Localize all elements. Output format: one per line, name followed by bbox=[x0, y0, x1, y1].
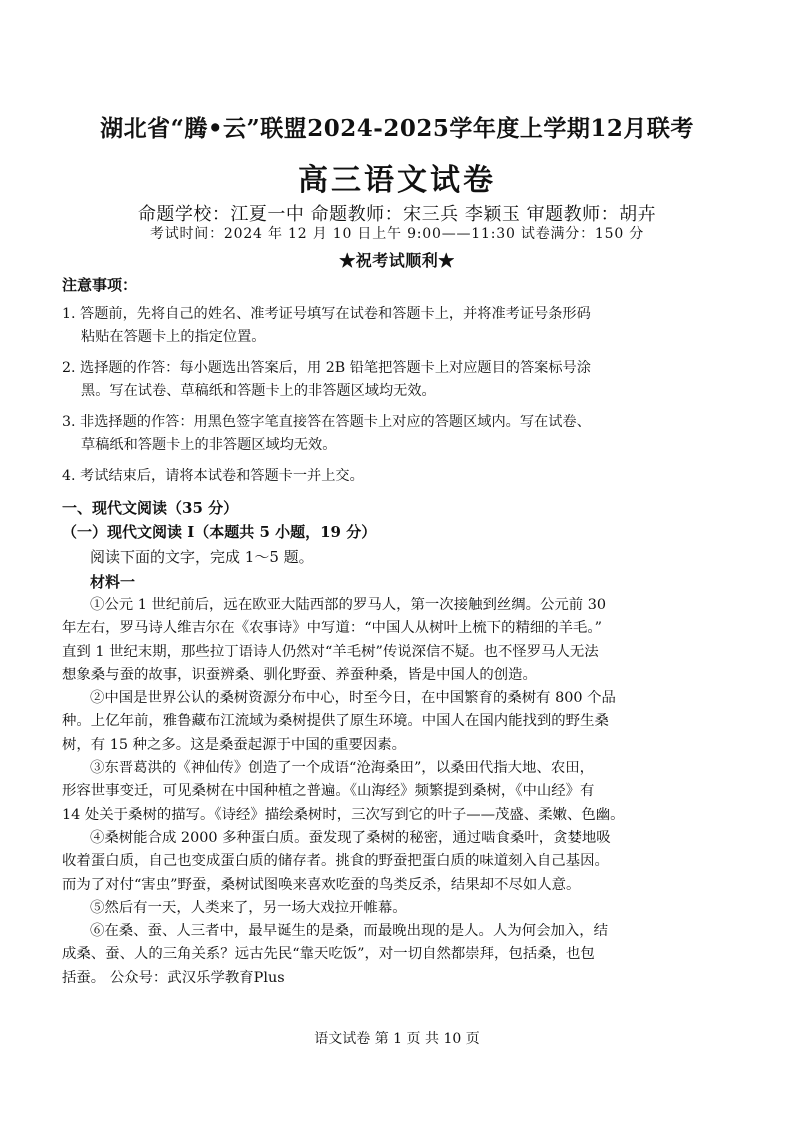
notice-list bbox=[62, 303, 742, 496]
page-footer: 语文试卷 第 1 页 共 10 页 bbox=[314, 1031, 480, 1047]
notice-item-line: 2. 选择题的作答：每小题选出答案后，用 2B 铅笔把答题卡上对应题目的答案标号涂 bbox=[62, 360, 591, 376]
material-label: 材料一 bbox=[90, 573, 136, 591]
passage-line: 形容世事变迁，可见桑树在中国种植之普遍。《山海经》频繁提到桑树，《中山经》有 bbox=[62, 783, 595, 800]
notice-item-line: 黑。写在试卷、草稿纸和答题卡上的非答题区域均无效。 bbox=[81, 383, 436, 399]
notice-item bbox=[62, 303, 742, 349]
author-info: 命题学校：江夏一中 命题教师：宋三兵 李颖玉 审题教师：胡卉 bbox=[137, 204, 657, 225]
passage-paragraph bbox=[62, 920, 742, 990]
passage-paragraph bbox=[62, 687, 742, 757]
notice-item-line: 4. 考试结束后，请将本试卷和答题卡一并上交。 bbox=[62, 468, 364, 484]
exam-title: 湖北省“腾•云”联盟2024-2025学年度上学期12月联考 bbox=[100, 115, 694, 142]
passage-paragraph bbox=[62, 827, 742, 897]
passage-paragraph bbox=[62, 757, 742, 827]
passage-line: 括蚕。 公众号：武汉乐学教育Plus bbox=[62, 969, 285, 986]
passage-line: 种。上亿年前，雅鲁藏布江流域为桑树提供了原生环境。中国人在国内能找到的野生桑 bbox=[62, 713, 609, 730]
passage-line: 成桑、蚕、人的三角关系？远古先民“靠天吃饭”，对一切自然都崇拜，包括桑，也包 bbox=[62, 946, 595, 963]
passage-line: 年左右，罗马诗人维吉尔在《农事诗》中写道：“中国人从树叶上梳下的精细的羊毛。” bbox=[62, 620, 602, 637]
notice-item-line: 3. 非选择题的作答：用黑色签字笔直接答在答题卡上对应的答题区域内。写在试卷、 bbox=[62, 414, 591, 430]
passage-line: 直到 1 世纪末期，那些拉丁语诗人仍然对“羊毛树”传说深信不疑。也不怪罗马人无法 bbox=[62, 643, 599, 660]
passage-line: 而为了对付“害虫”野蚕，桑树试图唤来喜欢吃蚕的鸟类反杀，结果却不尽如人意。 bbox=[62, 876, 581, 893]
section-heading: 一、现代文阅读（35 分） bbox=[62, 499, 239, 517]
notice-item bbox=[62, 357, 742, 403]
notice-item bbox=[62, 465, 742, 488]
subsection-heading: （一）现代文阅读 I（本题共 5 小题，19 分） bbox=[62, 523, 377, 541]
passage-line: ⑤然后有一天，人类来了，另一场大戏拉开帷幕。 bbox=[90, 899, 407, 916]
notice-item-line: 草稿纸和答题卡上的非答题区域均无效。 bbox=[81, 437, 337, 453]
notice-item bbox=[62, 411, 742, 457]
notice-title: 注意事项： bbox=[62, 276, 138, 294]
passage bbox=[62, 594, 742, 990]
passage-line: ④桑树能合成 2000 多种蛋白质。蚕发现了桑树的秘密，通过啮食桑叶，贪婪地吸 bbox=[90, 829, 611, 846]
passage-line: 想象桑与蚕的故事，识蚕辨桑、驯化野蚕、养蚕种桑，皆是中国人的创造。 bbox=[62, 666, 537, 683]
passage-paragraph bbox=[62, 897, 742, 920]
passage-line: 14 处关于桑树的描写。《诗经》描绘桑树时，三次写到它的叶子——茂盛、柔嫩、色幽。 bbox=[62, 806, 625, 823]
good-luck-line: ★祝考试顺利★ bbox=[339, 251, 455, 270]
passage-line: ⑥在桑、蚕、人三者中，最早诞生的是桑，而最晚出现的是人。人为何会加入，结 bbox=[90, 923, 609, 940]
paper-title: 高三语文试卷 bbox=[298, 163, 496, 198]
passage-line: ③东晋葛洪的《神仙传》创造了一个成语“沧海桑田”，以桑田代指大地、农田， bbox=[90, 760, 594, 777]
passage-paragraph bbox=[62, 594, 742, 687]
passage-line: ①公元 1 世纪前后，远在欧亚大陆西部的罗马人，第一次接触到丝绸。公元前 30 bbox=[90, 597, 607, 613]
notice-item-line: 1. 答题前，先将自己的姓名、准考证号填写在试卷和答题卡上，并将准考证号条形码 bbox=[62, 306, 591, 322]
passage-line: 收着蛋白质，自己也变成蛋白质的储存者。挑食的野蚕把蛋白质的味道刻入自己基因。 bbox=[62, 853, 609, 870]
passage-line: 树，有 15 种之多。这是桑蚕起源于中国的重要因素。 bbox=[62, 736, 407, 753]
passage-line: ②中国是世界公认的桑树资源分布中心，时至今日，在中国繁育的桑树有 800 个品 bbox=[90, 690, 616, 707]
exam-time-info: 考试时间：2024 年 12 月 10 日上午 9:00——11:30 试卷满分：150 分 bbox=[149, 226, 645, 242]
notice-item-line: 粘贴在答题卡上的指定位置。 bbox=[81, 329, 266, 345]
reading-instruction: 阅读下面的文字，完成 1～5 题。 bbox=[90, 548, 314, 566]
